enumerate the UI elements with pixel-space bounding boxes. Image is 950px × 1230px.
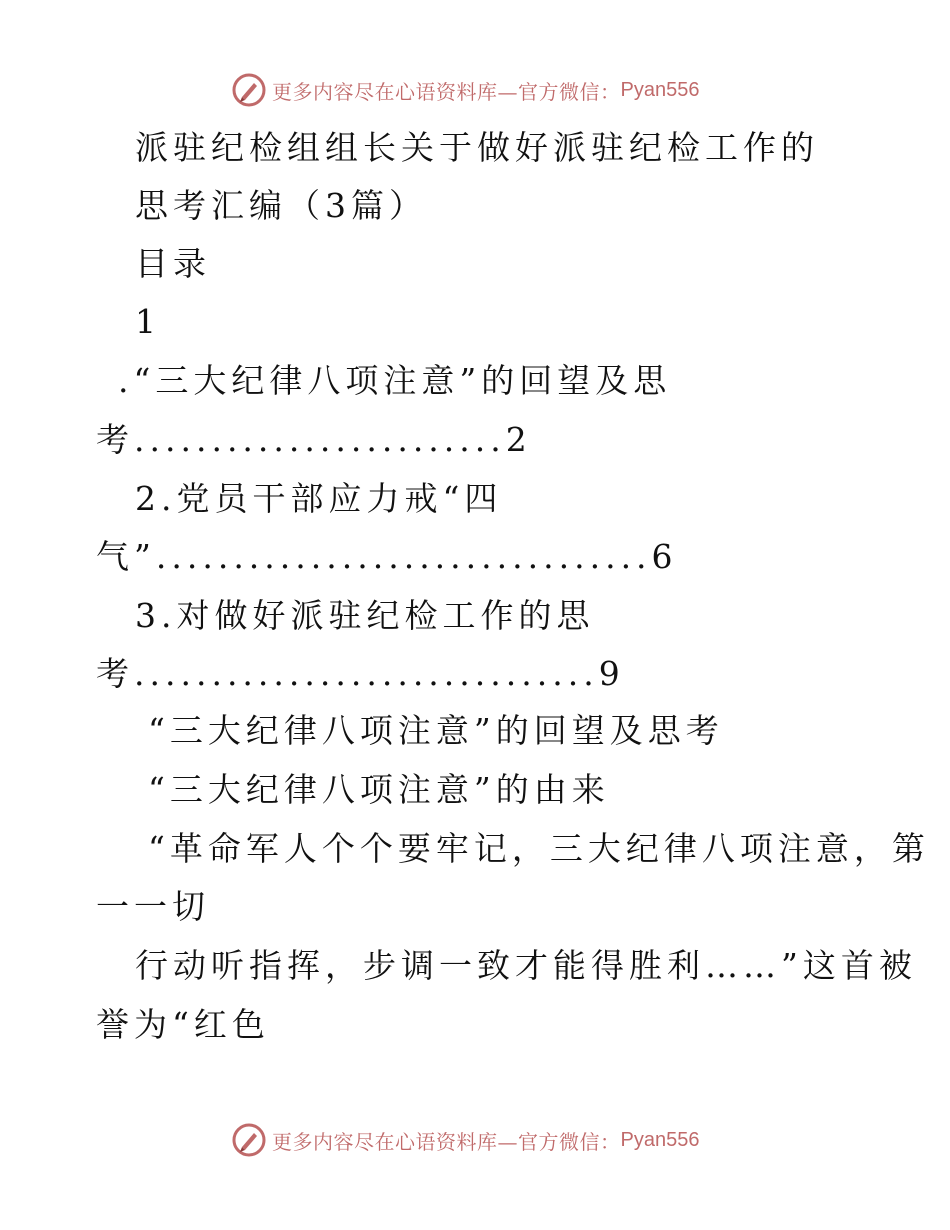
watermark-text: 更多内容尽在心语资料库—官方微信： (272, 79, 621, 104)
document-title-line-2: 思考汇编（3篇） (135, 186, 427, 225)
paragraph-2-line-1: 行动听指挥，步调一致才能得胜利……”这首被 (135, 946, 917, 985)
toc-heading: 目录 (135, 244, 211, 283)
header-watermark (232, 72, 699, 108)
watermark-wechat-id: Pyan556 (620, 1128, 700, 1151)
toc-item-2-leader: 气”................................6 (96, 537, 678, 576)
pen-logo-icon (232, 1123, 266, 1157)
toc-item-1-leader: 考........................2 (96, 420, 532, 459)
toc-item-1-text: .“三大纪律八项注意”的回望及思 (118, 361, 672, 400)
document-title-line-1: 派驻纪检组组长关于做好派驻纪检工作的 (135, 128, 819, 167)
toc-item-2-text: 2.党员干部应力戒“四 (135, 479, 503, 518)
watermark-text: 更多内容尽在心语资料库—官方微信： (272, 1129, 621, 1154)
pen-logo-icon (232, 73, 266, 107)
toc-item-1-number: 1 (135, 302, 161, 341)
toc-item-3-leader: 考..............................9 (96, 654, 625, 693)
paragraph-1-line-2: 一一切 (96, 887, 210, 926)
footer-watermark (232, 1122, 699, 1158)
subsection-title: “三大纪律八项注意”的由来 (148, 770, 610, 809)
paragraph-2-line-2: 誉为“红色 (96, 1005, 270, 1044)
section-title: “三大纪律八项注意”的回望及思考 (148, 711, 724, 750)
paragraph-1-line-1: “革命军人个个要牢记，三大纪律八项注意，第 (148, 829, 930, 868)
toc-item-3-text: 3.对做好派驻纪检工作的思 (135, 596, 595, 635)
watermark-wechat-id: Pyan556 (620, 78, 700, 101)
